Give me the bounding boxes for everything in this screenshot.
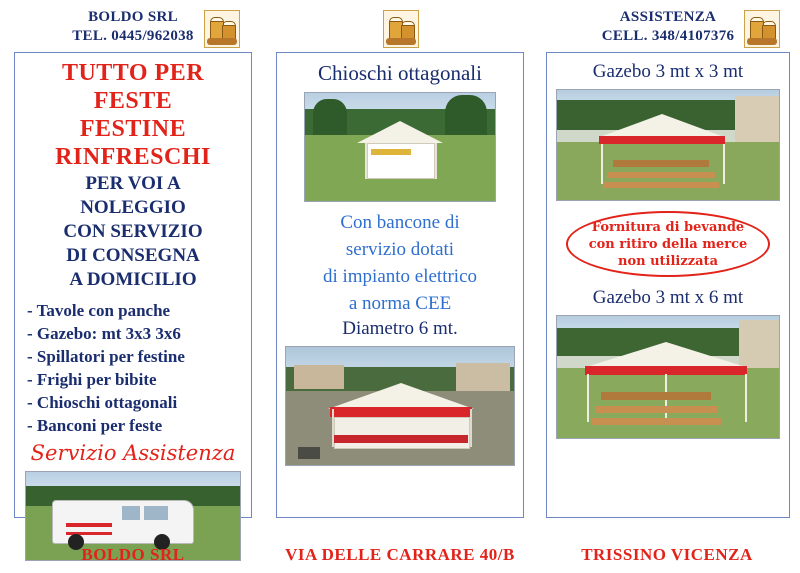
service-assistance-script: Servizio Assistenza [30,441,236,465]
kiosk-caption-line-1: Con bancone di [340,212,460,233]
table-shape [613,160,709,167]
gazebo-3x3-photo [556,89,780,201]
gazebo-valance-shape [599,136,725,144]
octagonal-kiosk-white-photo [304,92,496,202]
gazebo-pole-shape [601,144,603,184]
subhead-line-3: CON SERVIZIO [63,221,203,242]
kiosk-pole-shape [332,409,334,447]
list-item: - Chioschi ottagonali [27,393,178,412]
subhead-line-1: PER VOI A [85,173,181,194]
bench-shape [595,406,717,413]
van-window-shape [144,506,168,520]
badge-line-1: Fornitura di bevande [591,219,745,235]
right-panel [546,52,790,518]
building-shape [456,363,510,391]
gazebo-pole-shape [723,144,725,184]
beer-mugs-icon [744,10,780,48]
gazebo-pole-shape [745,374,747,422]
right-column [534,0,800,573]
bin-shape [298,447,320,459]
gazebo-3x6-title: Gazebo 3 mt x 6 mt [592,287,744,308]
right-header [546,8,790,52]
bench-shape [591,418,721,425]
hand-shape [386,38,416,45]
footer-city: TRISSINO VICENZA [581,545,753,564]
kiosk-pole-shape [435,143,437,179]
left-company-name: BOLDO SRL [88,9,178,25]
kiosk-skirt-shape [334,435,468,443]
footer-address: VIA DELLE CARRARE 40/B [285,545,515,564]
headline-line-2: FESTINE [79,116,187,142]
kiosk-pole-shape [365,143,367,179]
list-item: - Spillatori per festine [27,347,185,366]
kiosk-red-banner-shape [330,407,472,417]
left-panel [14,52,252,518]
kiosk-sign-shape [371,149,411,155]
headline-line-3: RINFRESCHI [55,144,211,170]
beverage-supply-badge [566,211,770,277]
list-item: - Tavole con panche [27,301,171,320]
van-window-shape [122,506,140,520]
subhead-line-2: NOLEGGIO [80,197,186,218]
footer-company: BOLDO SRL [81,545,185,564]
kiosk-diameter: Diametro 6 mt. [342,318,458,339]
bench-shape [607,172,715,178]
list-item: - Gazebo: mt 3x3 3x6 [27,324,181,343]
list-item: - Banconi per feste [27,416,163,435]
beer-mugs-icon [204,10,240,48]
octagonal-kiosk-branded-photo [285,346,515,466]
left-phone: TEL. 0445/962038 [72,28,194,44]
tree-shape [445,95,487,139]
middle-panel [276,52,524,518]
left-column [0,0,266,573]
badge-line-2: con ritiro della merce [588,236,748,252]
kiosk-counter-shape [334,417,470,449]
building-shape [294,365,344,389]
kiosk-caption-line-2: servizio dotati [345,239,455,260]
assistance-phone: CELL. 348/4107376 [601,28,735,44]
kiosk-caption-line-4: a norma CEE [348,293,452,314]
bench-shape [603,182,719,188]
headline-line-1: TUTTO PER FESTE [61,60,205,114]
kiosk-title: Chioschi ottagonali [318,61,482,85]
middle-header [276,8,524,52]
van-stripe-shape [66,523,112,527]
middle-column [266,0,534,573]
gazebo-3x6-photo [556,315,780,439]
hand-shape [747,38,777,45]
kiosk-caption-line-3: di impianto elettrico [322,266,478,287]
badge-text [589,219,748,270]
hand-shape [207,38,237,45]
subhead-line-5: A DOMICILIO [69,269,197,290]
badge-line-3: non utilizzata [618,253,718,269]
subhead-line-4: DI CONSEGNA [66,245,200,266]
gazebo-pole-shape [587,374,589,422]
assistance-title: ASSISTENZA [619,9,717,25]
left-header [14,8,252,52]
footer [0,545,800,565]
beer-mugs-icon [383,10,419,48]
gazebo-3x3-title: Gazebo 3 mt x 3 mt [592,61,744,82]
grass-area [557,142,779,200]
list-item: - Frighi per bibite [27,370,157,389]
table-shape [601,392,711,400]
tree-shape [313,99,347,135]
services-list [23,299,243,437]
kiosk-pole-shape [470,409,472,447]
